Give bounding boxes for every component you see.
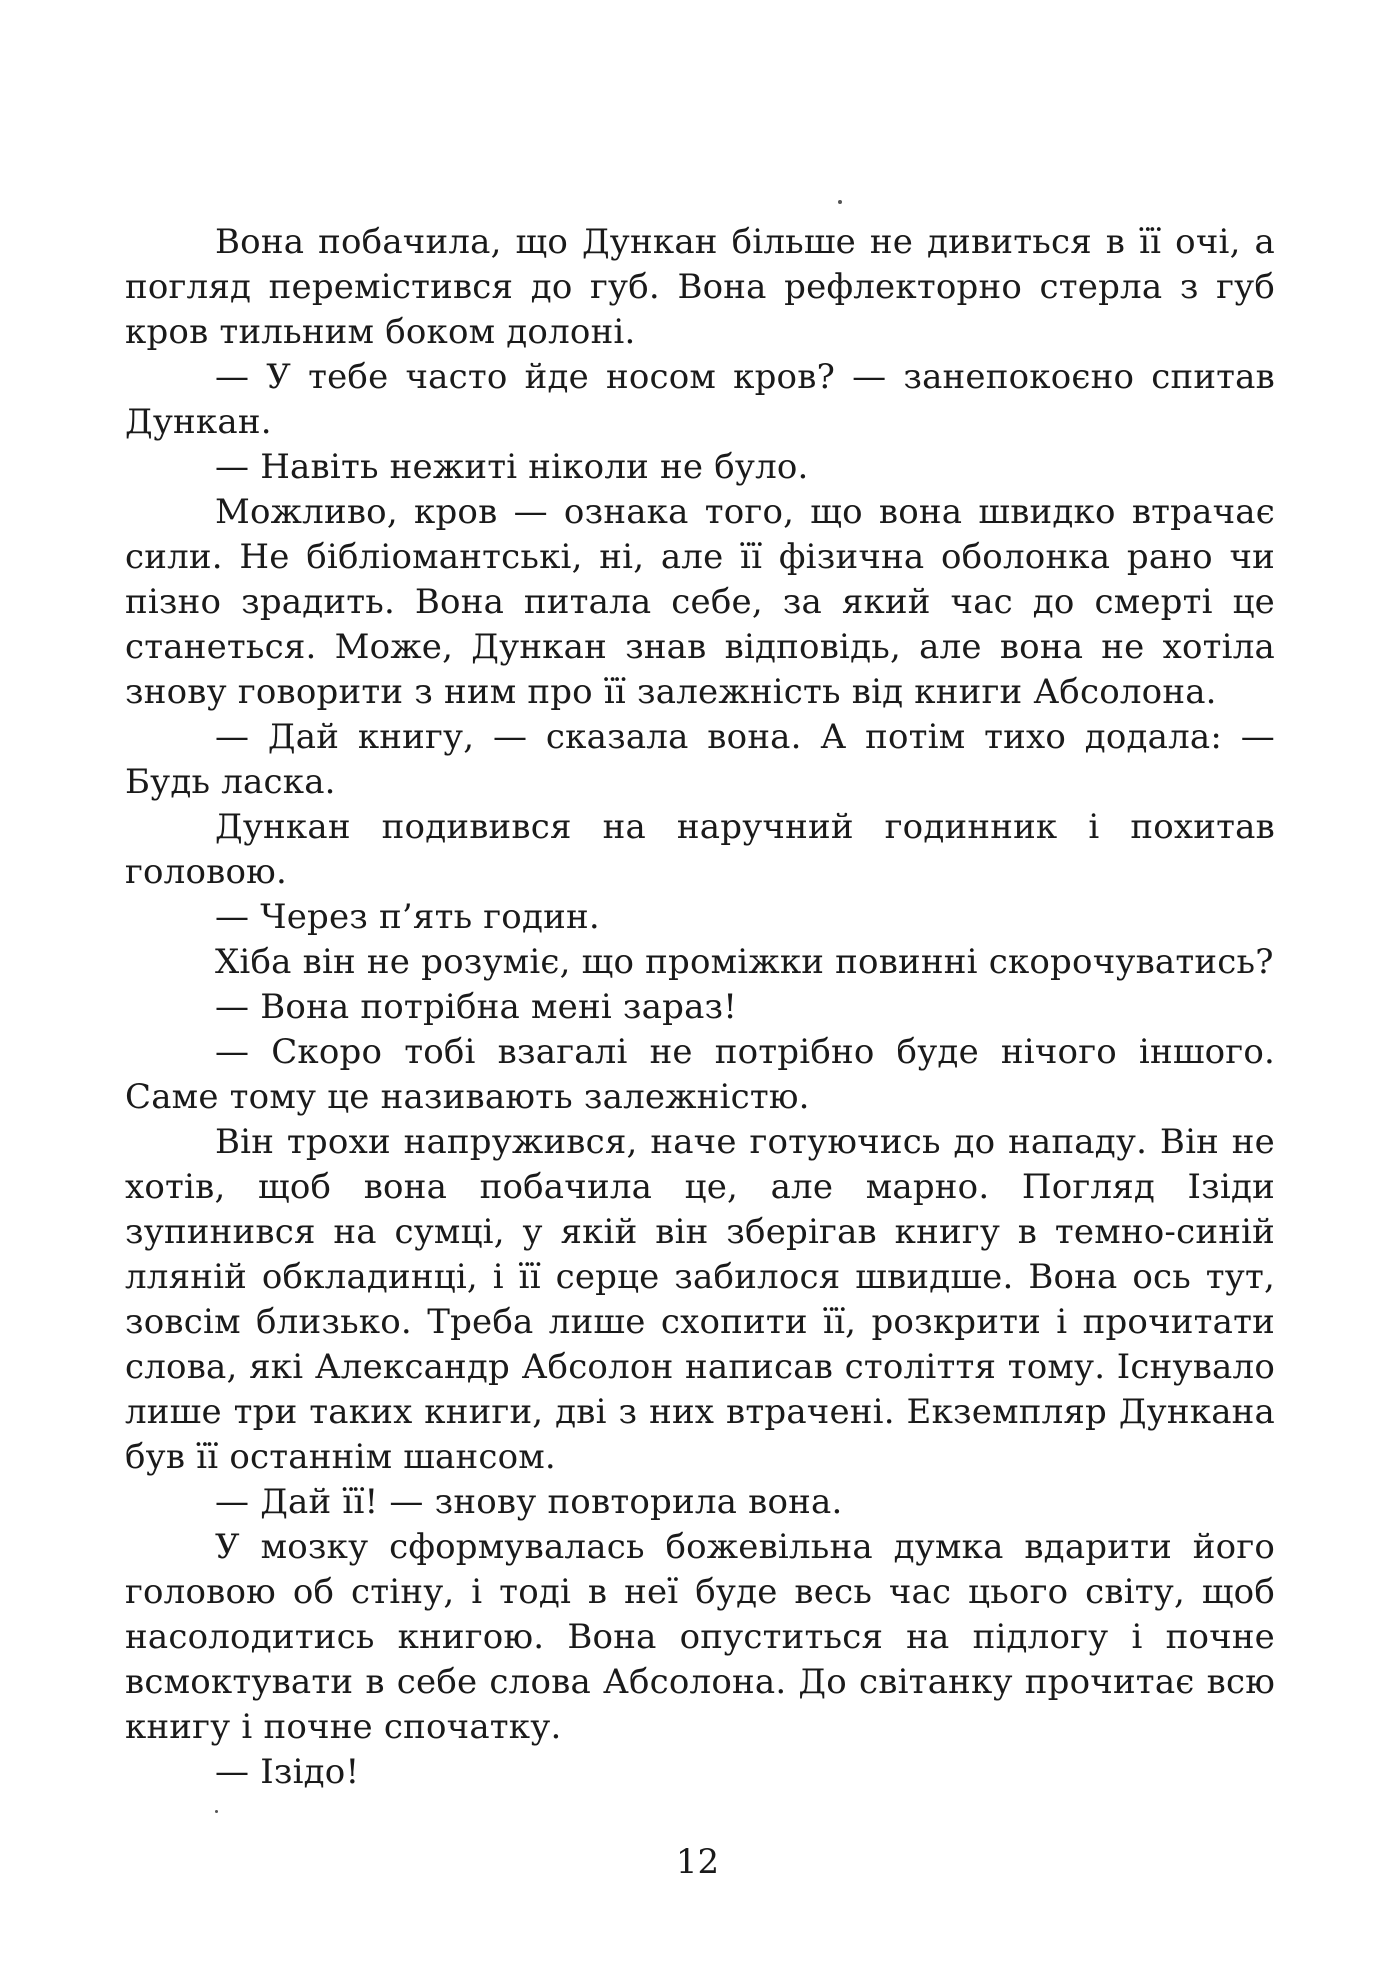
paragraph: — У тебе часто йде носом кров? — занепокоєно спитав Дункан. [125,357,1275,442]
paragraph: — Через п’ять годин. [215,897,600,937]
paragraph: Вона побачила, що Дункан більше не дивиться в її очі, а погляд перемістився до губ. Вона рефлекторно стерла з губ кров тильним боком долоні. [125,222,1275,352]
paragraph: — Ізідо! [215,1752,360,1792]
print-speck [838,200,842,204]
paragraph: Дункан подивився на наручний годинник і похитав головою. [125,807,1275,892]
print-speck [215,1810,218,1813]
page-number: 12 [675,1842,720,1882]
paragraph: — Дай книгу, — сказала вона. А потім тихо додала: — Будь ласка. [125,717,1275,802]
paragraph: — Скоро тобі взагалі не потрібно буде нічого іншого. Саме тому це називають залежністю. [125,1032,1275,1117]
body-text [125,220,1275,1795]
paragraph: Можливо, кров — ознака того, що вона швидко втрачає сили. Не бібліомантські, ні, але її фізична оболонка рано чи пізно зрадить. Вона питала себе, за який час до смерті це станеться. Може, Дункан знав відповідь, але вона не хотіла знову говорити з ним про її залежність від книги Абсолона. [125,492,1275,712]
paragraph: — Навіть нежиті ніколи не було. [215,447,809,487]
paragraph: У мозку сформувалась божевільна думка вдарити його головою об стіну, і тоді в неї буде весь час цього світу, щоб насолодитись книгою. Вона опуститься на підлогу і почне всмоктувати в себе слова Абсолона. До світанку прочитає всю книгу і почне спочатку. [125,1527,1275,1747]
paragraph: — Вона потрібна мені зараз! [215,987,738,1027]
paragraph: — Дай її! — знову повторила вона. [215,1482,843,1522]
paragraph: Хіба він не розуміє, що проміжки повинні скорочуватись? [215,942,1274,982]
paragraph: Він трохи напружився, наче готуючись до нападу. Він не хотів, щоб вона побачила це, але марно. Погляд Ізіди зупинився на сумці, у якій він зберігав книгу в темно-синій лляній обкладинці, і її серце забилося швидше. Вона ось тут, зовсім близько. Треба лише схопити її, розкрити і прочитати слова, які Александр Абсолон написав століття тому. Існувало лише три таких книги, дві з них втрачені. Екземпляр Дункана був її останнім шансом. [125,1122,1275,1477]
